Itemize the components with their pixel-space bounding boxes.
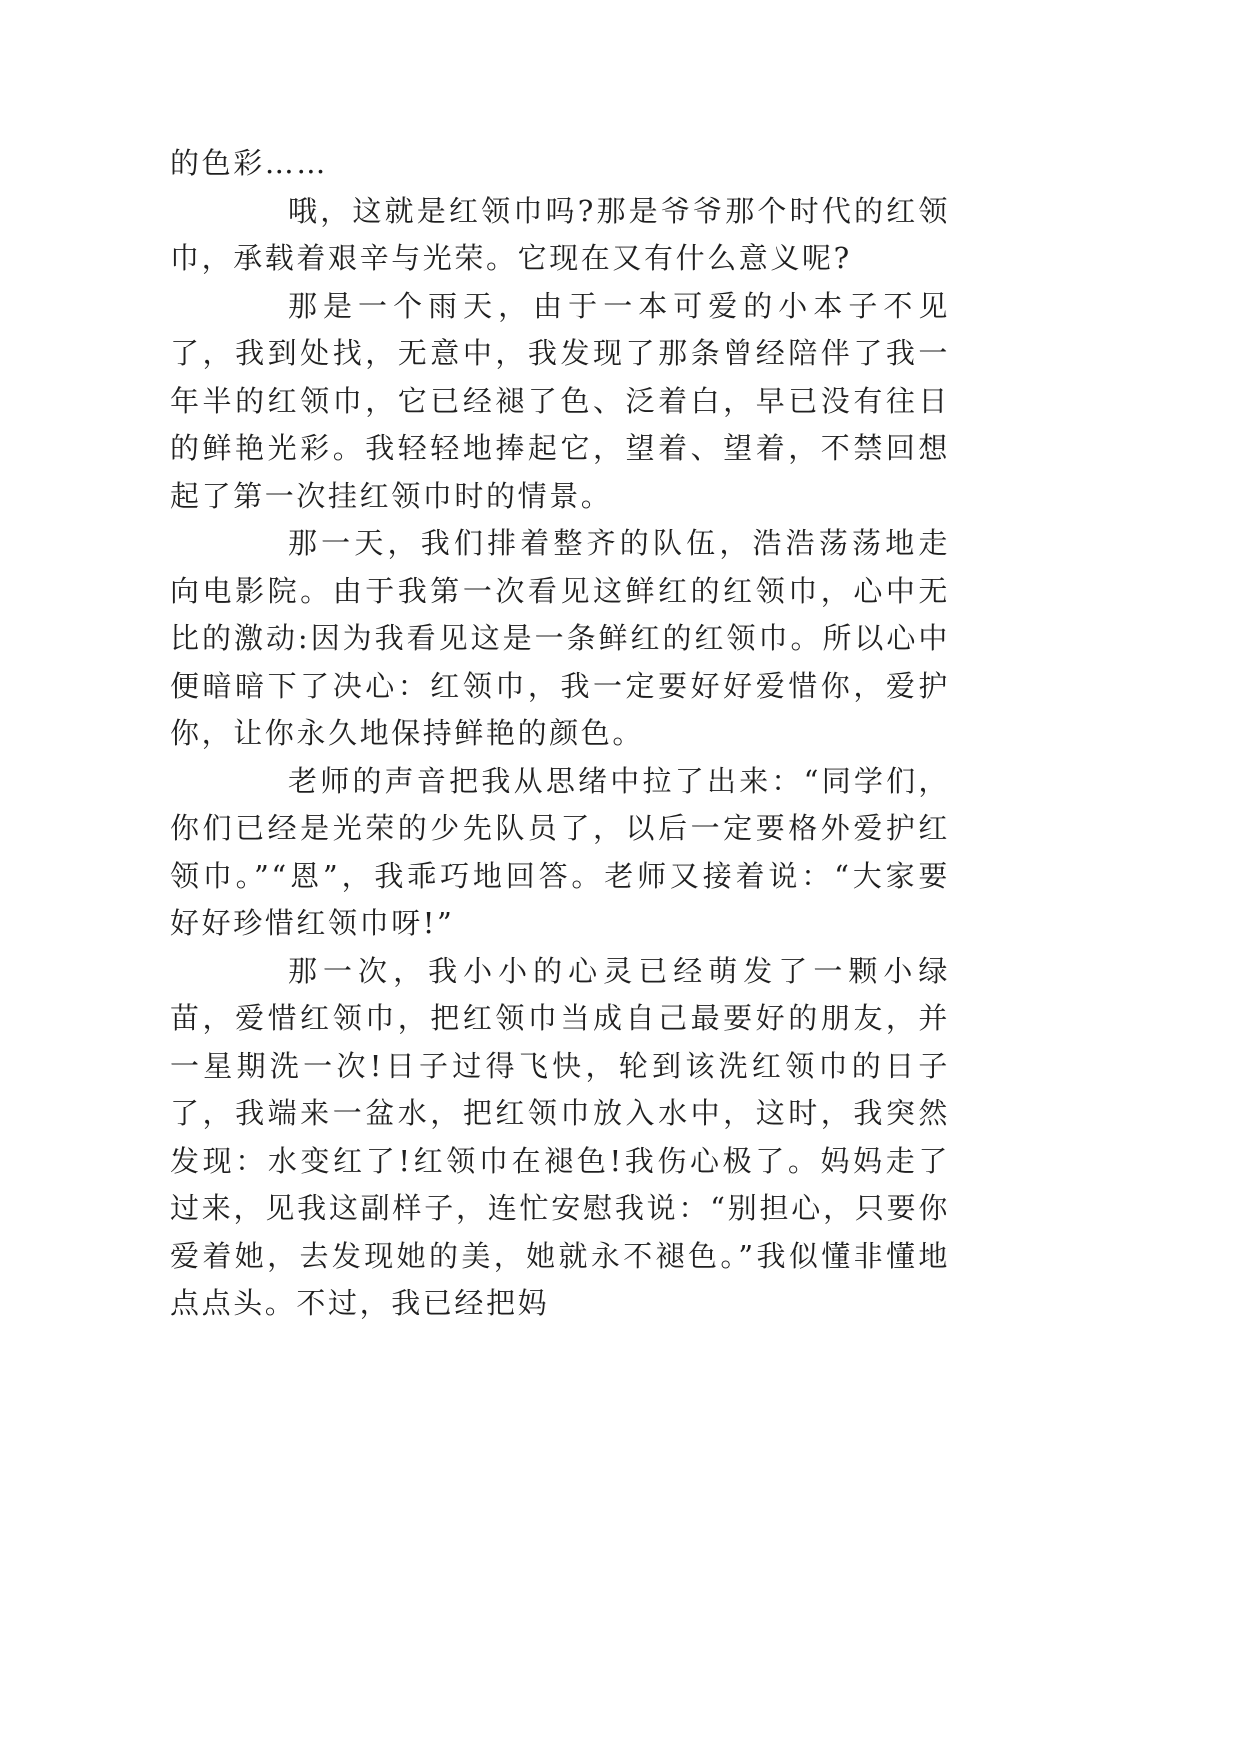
- paragraph-4: 那一天，我们排着整齐的队伍，浩浩荡荡地走向电影院。由于我第一次看见这鲜红的红领巾，心中无比的激动:因为我看见这是一条鲜红的红领巾。所以心中便暗暗下了决心：红领巾，我一定要好好爱惜你，爱护你，让你永久地保持鲜艳的颜色。: [170, 526, 950, 750]
- document-body: [170, 140, 950, 1328]
- paragraph-5: 老师的声音把我从思绪中拉了出来：“同学们，你们已经是光荣的少先队员了，以后一定要格外爱护红领巾。”“恩”，我乖巧地回答。老师又接着说：“大家要好好珍惜红领巾呀!”: [170, 763, 950, 940]
- paragraph-2: 哦，这就是红领巾吗?那是爷爷那个时代的红领巾，承载着艰辛与光荣。它现在又有什么意义呢?: [170, 193, 950, 275]
- paragraph-3: 那是一个雨天，由于一本可爱的小本子不见了，我到处找，无意中，我发现了那条曾经陪伴了我一年半的红领巾，它已经褪了色、泛着白，早已没有往日的鲜艳光彩。我轻轻地捧起它，望着、望着，不禁回想起了第一次挂红领巾时的情景。: [170, 288, 950, 513]
- paragraph-1: 的色彩……: [170, 146, 329, 180]
- paragraph-6: 那一次，我小小的心灵已经萌发了一颗小绿苗，爱惜红领巾，把红领巾当成自己最要好的朋友，并一星期洗一次!日子过得飞快，轮到该洗红领巾的日子了，我端来一盆水，把红领巾放入水中，这时，我突然发现：水变红了!红领巾在褪色!我伤心极了。妈妈走了过来，见我这副样子，连忙安慰我说：“别担心，只要你爱着她，去发现她的美，她就永不褪色。”我似懂非懂地点点头。不过，我已经把妈: [170, 953, 950, 1320]
